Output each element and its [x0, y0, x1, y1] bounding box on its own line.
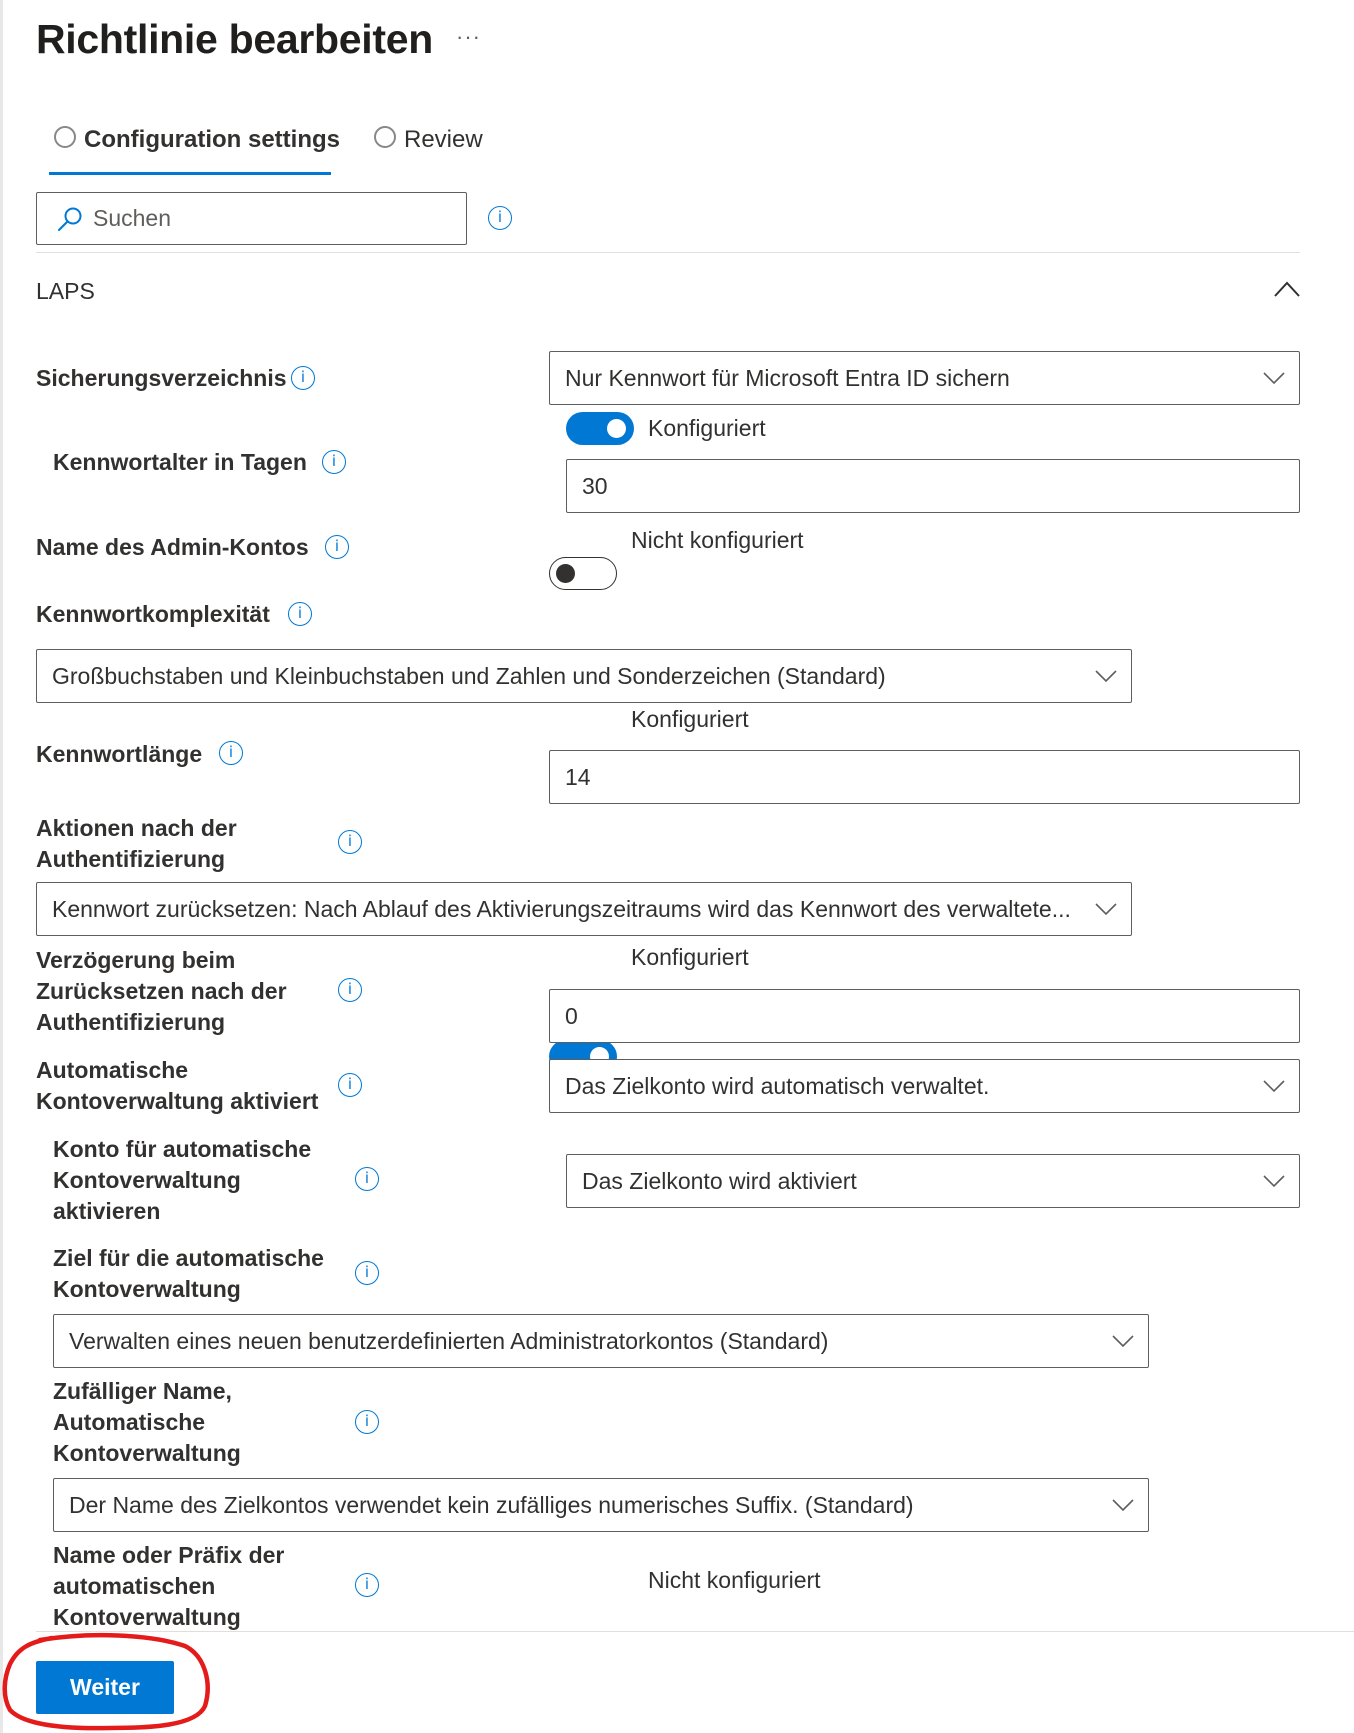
- label-auto-account-mgmt-target: [53, 1243, 324, 1305]
- chevron-down-icon: [1112, 1334, 1134, 1348]
- chevron-down-icon: [1263, 1174, 1285, 1188]
- info-icon[interactable]: i: [355, 1573, 379, 1597]
- toggle-knob: [556, 564, 575, 583]
- label-line: Aktionen nach der: [36, 815, 237, 841]
- info-icon[interactable]: i: [338, 830, 362, 854]
- chevron-down-icon: [1112, 1498, 1134, 1512]
- info-icon[interactable]: i: [288, 602, 312, 626]
- auto-account-mgmt-random-name-dropdown[interactable]: [53, 1478, 1149, 1532]
- tab-label: Configuration settings: [84, 126, 340, 153]
- label-password-length: Kennwortlänge: [36, 741, 203, 767]
- label-line: Authentifizierung: [36, 1009, 226, 1035]
- more-options-icon[interactable]: ···: [456, 24, 481, 49]
- auto-account-mgmt-enabled-dropdown[interactable]: [549, 1059, 1300, 1113]
- password-complexity-dropdown[interactable]: [36, 649, 1132, 703]
- password-length-input[interactable]: [549, 750, 1300, 804]
- toggle-knob: [607, 419, 626, 438]
- input-value: 30: [582, 472, 608, 499]
- label-line: Kontoverwaltung aktiviert: [36, 1088, 319, 1114]
- label-line: Automatische: [36, 1057, 189, 1083]
- label-password-complexity: Kennwortkomplexität: [36, 601, 270, 627]
- input-value: 14: [565, 763, 591, 790]
- info-icon[interactable]: i: [355, 1167, 379, 1191]
- info-icon[interactable]: i: [291, 366, 315, 390]
- label-password-age: Kennwortalter in Tagen: [53, 449, 307, 475]
- dropdown-value: Nur Kennwort für Microsoft Entra ID sichern: [565, 364, 1010, 391]
- label-auto-account-mgmt-enable-account: [53, 1134, 311, 1227]
- label-line: Kontoverwaltung: [53, 1440, 241, 1466]
- label-line: automatischen: [53, 1573, 216, 1599]
- label-line: Name oder Präfix der: [53, 1542, 285, 1568]
- dropdown-value: Das Zielkonto wird aktiviert: [582, 1167, 857, 1194]
- footer-divider: [36, 1631, 1354, 1632]
- password-length-toggle-label: Konfiguriert: [631, 706, 749, 732]
- chevron-down-icon: [1095, 669, 1117, 683]
- label-admin-account-name: Name des Admin-Kontos: [36, 534, 309, 560]
- info-icon[interactable]: i: [338, 1073, 362, 1097]
- label-line: Kontoverwaltung: [53, 1604, 241, 1630]
- label-line: Ziel für die automatische: [53, 1245, 324, 1271]
- auto-account-mgmt-enable-account-dropdown[interactable]: [566, 1154, 1300, 1208]
- label-auto-account-mgmt-random-name: [53, 1376, 241, 1469]
- backup-directory-dropdown[interactable]: [549, 351, 1300, 405]
- admin-account-name-toggle-label: Nicht konfiguriert: [631, 527, 804, 553]
- reset-delay-input[interactable]: [549, 989, 1300, 1043]
- input-value: 0: [565, 1002, 578, 1029]
- dropdown-value: Verwalten eines neuen benutzerdefinierten Administratorkontos (Standard): [69, 1327, 829, 1354]
- label-reset-delay: [36, 945, 287, 1038]
- password-age-toggle-label: Konfiguriert: [648, 415, 766, 441]
- next-button[interactable]: Weiter: [36, 1661, 174, 1714]
- info-icon[interactable]: i: [355, 1261, 379, 1285]
- chevron-down-icon: [1263, 1079, 1285, 1093]
- label-line: aktivieren: [53, 1198, 161, 1224]
- dropdown-value: Großbuchstaben und Kleinbuchstaben und Zahlen und Sonderzeichen (Standard): [52, 662, 886, 689]
- dropdown-value: Der Name des Zielkontos verwendet kein zufälliges numerisches Suffix. (Standard): [69, 1491, 914, 1518]
- label-auto-account-mgmt-enabled: [36, 1055, 318, 1117]
- info-icon[interactable]: i: [338, 978, 362, 1002]
- label-backup-directory: Sicherungsverzeichnis: [36, 365, 287, 391]
- info-icon[interactable]: i: [219, 741, 243, 765]
- reset-delay-toggle-label: Konfiguriert: [631, 944, 749, 970]
- chevron-down-icon: [1095, 902, 1117, 916]
- search-placeholder: Suchen: [93, 205, 172, 231]
- page-title: Richtlinie bearbeiten: [36, 16, 433, 62]
- info-icon[interactable]: i: [355, 1410, 379, 1434]
- label-post-auth-actions: [36, 813, 237, 875]
- label-line: Zufälliger Name,: [53, 1378, 232, 1404]
- section-title-laps: LAPS: [36, 278, 95, 304]
- label-line: Authentifizierung: [36, 846, 226, 872]
- info-icon[interactable]: i: [325, 535, 349, 559]
- password-age-toggle[interactable]: [566, 412, 634, 445]
- admin-account-name-toggle[interactable]: [549, 557, 617, 590]
- name-prefix-toggle-label: Nicht konfiguriert: [648, 1567, 821, 1593]
- tab-label: Review: [404, 126, 483, 153]
- label-line: Konto für automatische: [53, 1136, 312, 1162]
- dropdown-value: Kennwort zurücksetzen: Nach Ablauf des Aktivierungszeitraums wird das Kennwort des verwaltete...: [52, 895, 1071, 922]
- info-icon[interactable]: i: [322, 450, 346, 474]
- post-auth-actions-dropdown[interactable]: [36, 882, 1132, 936]
- auto-account-mgmt-target-dropdown[interactable]: [53, 1314, 1149, 1368]
- label-line: Automatische: [53, 1409, 206, 1435]
- chevron-down-icon: [1263, 371, 1285, 385]
- password-age-input[interactable]: [566, 459, 1300, 513]
- label-line: Verzögerung beim: [36, 947, 236, 973]
- search-info-icon[interactable]: i: [488, 206, 512, 230]
- label-line: Kontoverwaltung: [53, 1276, 241, 1302]
- label-line: Zurücksetzen nach der: [36, 978, 287, 1004]
- dropdown-value: Das Zielkonto wird automatisch verwaltet.: [565, 1072, 990, 1099]
- label-auto-account-mgmt-name-prefix: [53, 1540, 284, 1631]
- label-line: Kontoverwaltung: [53, 1167, 241, 1193]
